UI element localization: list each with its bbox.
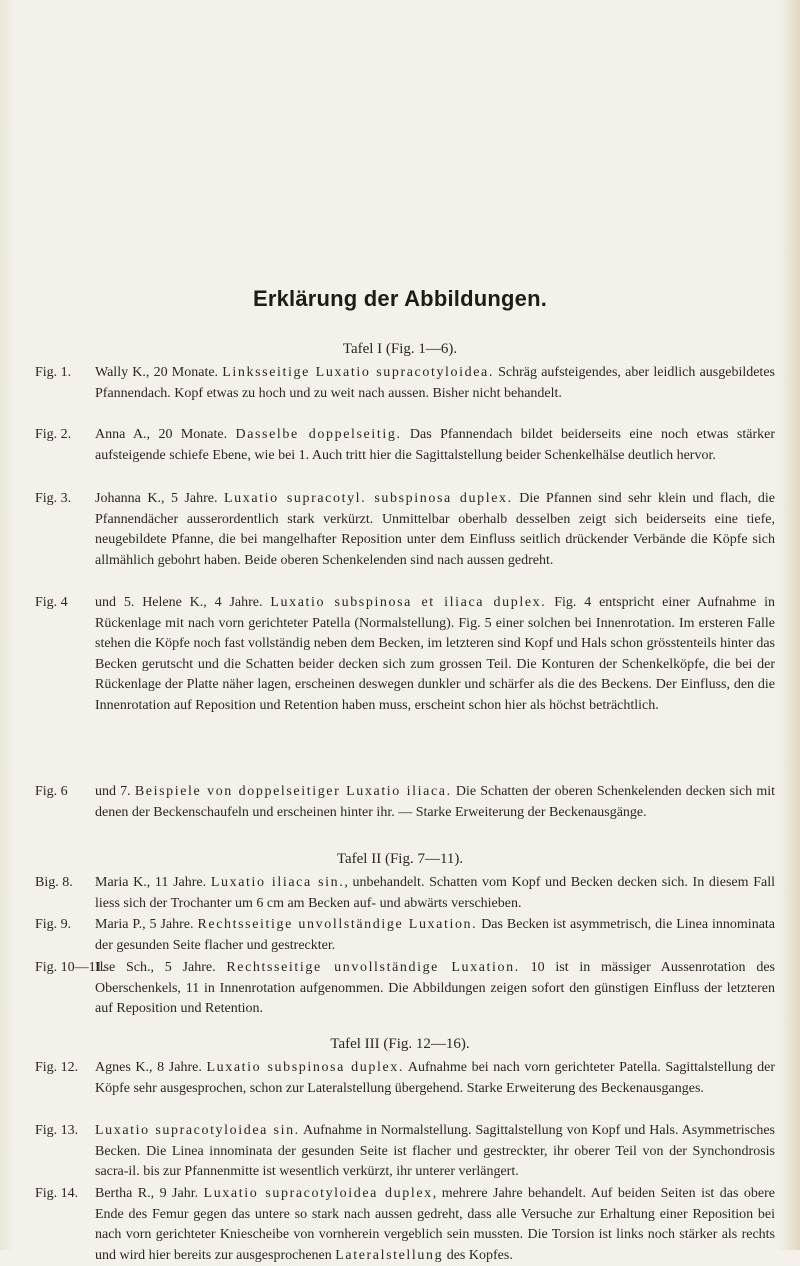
entry-label: Fig. 12. [35,1060,79,1075]
entry-label: Fig. 4 [35,595,68,610]
entry-fig-9: Fig. 9. Maria P., 5 Jahre. Rechtsseitige unvollständige Luxation. Das Becken ist asymmetrisch, die Linea innominata der gesunden Seite flacher und gestreckter. [35,917,776,953]
entry-label: Fig. 1. [35,365,72,380]
entry-fig-4-5: Fig. 4 und 5. Helene K., 4 Jahre. Luxatio subspinosa et iliaca duplex. Fig. 4 entspricht einer Aufnahme in Rückenlage mit nach vorn gerichteter Patella (Normalstellung). Fig. 5 einer solchen bei Innenrotation. Im ersteren Falle stehen die Köpfe noch fast vollständig neben dem Becken, im letzteren sind Kopf und Hals schon grösstenteils hinter das Becken gerutscht und die Schatten beider decken sich zum grossen Teil. Die Konturen der Schenkelköpfe, die bei der Rückenlage der Platte näher lagen, erscheinen deswegen dunkler und schärfer als die des Beckens. Der Einfluss, den die Innenrotation auf Reposition und Retention haben muss, erscheint schon hier als höchst beträchtlich. [35,595,775,713]
entry-label: Fig. 9. [35,917,72,932]
entry-label: Fig. 6 [35,784,68,799]
entry-label: Fig. 14. [35,1186,79,1201]
entry-label: Fig. 2. [35,427,72,442]
page-edge-left [0,0,14,1250]
entry-label: Big. 8. [35,875,73,890]
entry-fig-8: Big. 8. Maria K., 11 Jahre. Luxatio iliaca sin., unbehandelt. Schatten vom Kopf und Becken decken sich. In diesem Fall liess sich der Trochanter um 6 cm am Becken auf- und abwärts verschieben. [35,875,776,911]
entry-fig-3: Fig. 3. Johanna K., 5 Jahre. Luxatio supracotyl. subspinosa duplex. Die Pfannen sind sehr klein und flach, die Pfannendächer ausserordentlich stark verkürzt. Unmittelbar oberhalb desselben zeigt sich beiderseits eine tiefe, neugebildete Pfanne, die bei mangelhafter Reposition unter dem Einfluss seitlich drückender Verbände die Köpfe sich allmählich gebohrt haben. Beide oberen Schenkelenden sind nach aussen gedreht. [35,491,776,568]
entry-label: Fig. 13. [35,1123,79,1138]
entry-fig-2: Fig. 2. Anna A., 20 Monate. Dasselbe doppelseitig. Das Pfannendach bildet beiderseits eine noch etwas stärker aufsteigende schiefe Ebene, wie bei 1. Auch tritt hier die Sagittalstellung beider Schenkelhälse deutlich hervor. [35,427,775,463]
entry-fig-1: Fig. 1. Wally K., 20 Monate. Linksseitige Luxatio supracotyloidea. Schräg aufsteigendes, aber leidlich ausgebildetes Pfannendach. Kopf etwas zu hoch und zu weit nach aussen. Bisher nicht behandelt. [35,365,775,401]
entry-fig-12: Fig. 12. Agnes K., 8 Jahre. Luxatio subspinosa duplex. Aufnahme bei nach vorn gerichteter Patella. Sagittalstellung der Köpfe sehr ausgesprochen, schon zur Lateralstellung übergehend. Starke Erweiterung des Beckenausganges. [35,1060,776,1096]
entry-fig-6-7: Fig. 6 und 7. Beispiele von doppelseitiger Luxatio iliaca. Die Schatten der oberen Schenkelenden decken sich mit denen der Beckenschaufeln und erscheinen hinter ihr. — Starke Erweiterung der Beckenausgänge. [35,784,775,820]
entry-fig-13: Fig. 13. Luxatio supracotyloidea sin. Aufnahme in Normalstellung. Sagittalstellung von Kopf und Hals. Asymmetrisches Becken. Die Linea innominata der gesunden Seite ist flacher und gestreckter, ihr oberer Teil von der Synchondrosis sacra-il. bis zur Pfannenmitte ist wesentlich verkürzt, ihr unterer verlängert. [35,1123,775,1179]
tafel-3-heading: Tafel III (Fig. 12—16). [330,1036,470,1052]
tafel-1-heading: Tafel I (Fig. 1—6). [342,341,458,357]
page-edge-right [778,0,800,1250]
entry-fig-10-11: Fig. 10—11. Ilse Sch., 5 Jahre. Rechtsseitige unvollständige Luxation. 10 ist in mässiger Aussenrotation des Oberschenkels, 11 in Innenrotation aufgenommen. Die Abbildungen zeigen sofort den günstigen Einfluss der letzteren auf Reposition und Retention. [35,960,775,1016]
entry-label: Fig. 10—11. [35,960,106,975]
entry-fig-14: Fig. 14. Bertha R., 9 Jahr. Luxatio supracotyloidea duplex, mehrere Jahre behandelt. Auf beiden Seiten ist das obere Ende des Femur gegen das untere so stark nach aussen gedreht, dass alle Versuche zur Erhaltung einer Reposition bei nach vorn gerichteter Kniescheibe von vornherein vergeblich sein mussten. Die Torsion ist links noch stärker als rechts und wird hier bereits zur ausgesprochenen Lateralstellung des Kopfes. [35,1186,775,1263]
entry-label: Fig. 3. [35,491,72,506]
tafel-2-heading: Tafel II (Fig. 7—11). [336,851,464,867]
page-title: Erklärung der Abbildungen. [252,286,548,311]
